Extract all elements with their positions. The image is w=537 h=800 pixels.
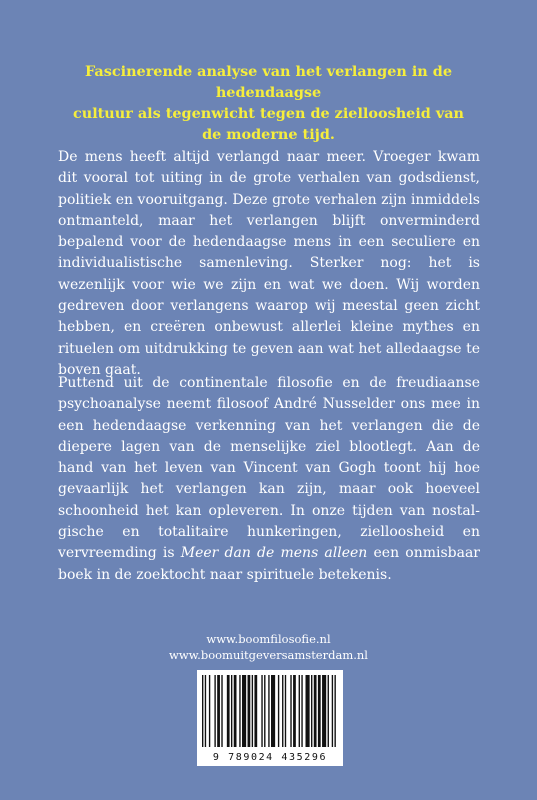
barcode-bar — [314, 675, 317, 747]
barcode-bar — [209, 675, 210, 747]
paragraph-2-text-before: Puttend uit de continentale filosofie en de freudiaanse psychoanalyse neemt filosoof André Nusselder ons mee in een hedendaagse verkenning van het verlangen die de diepere lagen van de menselijke ziel blootlegt. Aan de hand van het leven van Vincent van Gogh toont hij hoe gevaarlijk het verlangen kan zijn, maar ook hoeveel schoonheid het kan opleveren. In onze tijden van nostalgische en totalitaire hunkeringen, zielloosheid en vervreemding is — [58, 375, 480, 562]
barcode-bar — [252, 675, 253, 747]
book-title-italic: Meer dan de mens alleen — [180, 545, 368, 562]
barcode-bar — [214, 675, 215, 747]
barcode-bar — [264, 675, 265, 747]
barcode-bar — [278, 675, 279, 747]
barcode-bar — [332, 675, 333, 747]
barcode-bar — [271, 675, 275, 747]
barcode-bar — [234, 675, 237, 747]
barcode-bar — [290, 675, 291, 747]
blurb-line-2: cultuur als tegenwicht tegen de zielloosheid van — [72, 105, 465, 122]
barcode-bar — [301, 675, 302, 747]
back-cover-blurb — [50, 61, 487, 145]
barcode-bar — [221, 675, 222, 747]
blurb-line-3: de moderne tijd. — [202, 126, 335, 143]
barcode-bar — [293, 675, 296, 747]
barcode-bar — [299, 675, 300, 747]
barcode-bar — [202, 675, 203, 747]
barcode-bars — [201, 675, 339, 749]
barcode-bar — [248, 675, 251, 747]
barcode-bar — [328, 675, 329, 747]
website-boomuitgevers[interactable]: www.boomuitgeversamsterdam.nl — [169, 648, 368, 662]
barcode-bar — [334, 675, 335, 747]
barcode-bar — [318, 675, 321, 747]
barcode-bar — [282, 675, 283, 747]
barcode-bar — [268, 675, 269, 747]
barcode-bar — [205, 675, 206, 747]
barcode-bar — [227, 675, 230, 747]
isbn-number: 9 789024 435296 — [212, 752, 328, 763]
paragraph-2-text-after: een onmisbaar boek in de zoektocht naar spirituele betekenis. — [58, 545, 481, 583]
publisher-websites — [0, 631, 537, 663]
blurb-line-1: Fascinerende analyse van het verlangen in de hedendaagse — [85, 63, 452, 101]
barcode-bar — [306, 675, 310, 747]
website-boomfilosofie[interactable]: www.boomfilosofie.nl — [206, 632, 331, 646]
barcode-bar — [311, 675, 312, 747]
barcode-bar — [285, 675, 286, 747]
description-paragraph-1: De mens heeft altijd verlangd naar meer. Vroeger kwam dit vooral tot uiting in de grote verhalen van godsdienst, politiek en vooruitgang. Deze grote verhalen zijn inmiddels ontmanteld, maar het verlangen blijft onverminderd bepalend voor de hedendaagse mens in een seculiere en individualistische samenleving. Sterker nog: het is wezenlijk voor wie we zijn en wat we doen. Wij worden gedreven door verlangens waarop wij meestal geen zicht hebben, en creëren onbewust allerlei kleine mythes en rituelen om uitdrukking te geven aan wat het alledaagse te boven gaat. — [58, 149, 480, 378]
isbn-barcode — [197, 670, 343, 766]
barcode-bar — [231, 675, 232, 747]
barcode-bar — [242, 675, 246, 747]
barcode-bar — [239, 675, 240, 747]
barcode-bar — [217, 675, 220, 747]
description-paragraph-2 — [58, 373, 480, 586]
barcode-bar — [254, 675, 257, 747]
barcode-bar — [261, 675, 262, 747]
barcode-bar — [322, 675, 326, 747]
